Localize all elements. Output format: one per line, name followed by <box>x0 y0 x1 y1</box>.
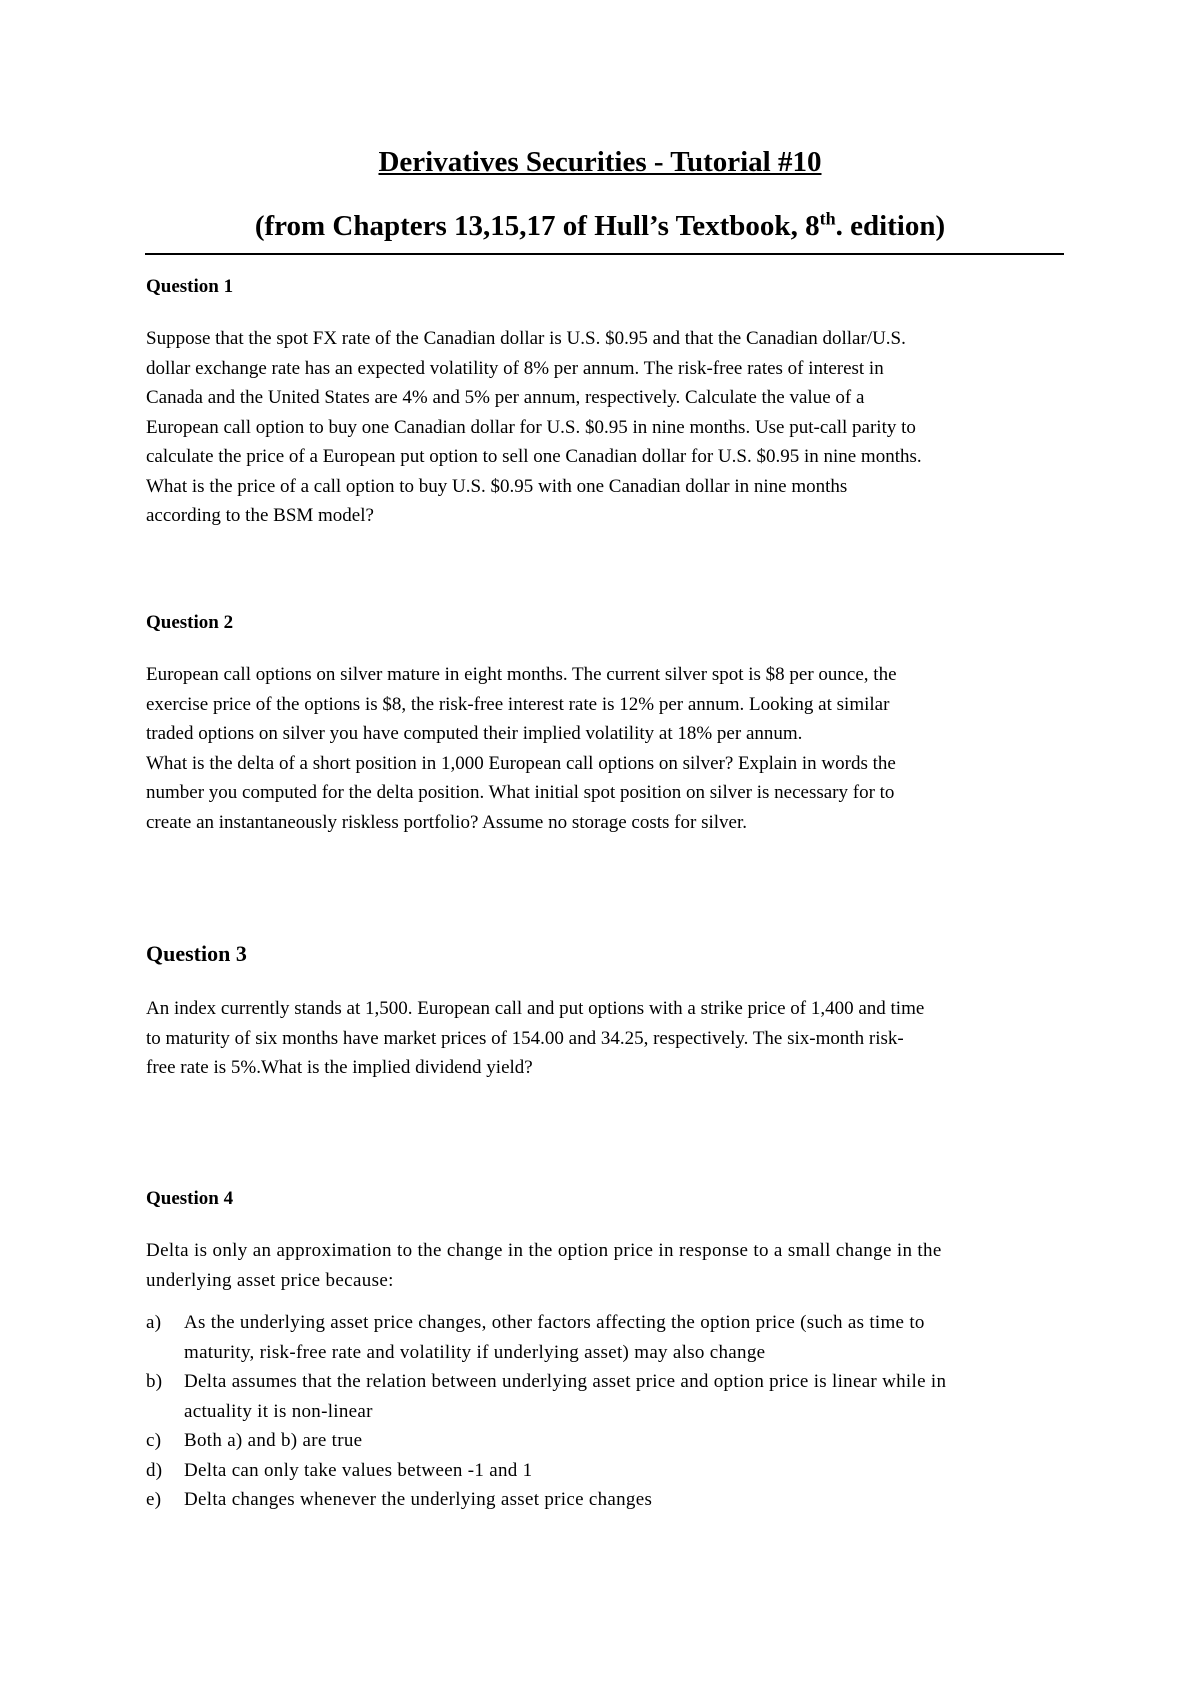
question-4-line: Delta is only an approximation to the change in the option price in response to a small change in the <box>146 1240 942 1261</box>
question-4-text <box>146 1236 1086 1295</box>
question-2-line: exercise price of the options is $8, the risk-free interest rate is 12% per annum. Looking at similar <box>146 693 890 715</box>
subtitle-main: (from Chapters 13,15,17 of Hull’s Textbook, 8 <box>254 210 820 242</box>
question-1-line: dollar exchange rate has an expected volatility of 8% per annum. The risk-free rates of interest in <box>146 357 884 379</box>
question-3-text <box>146 994 1086 1083</box>
question-3-heading: Question 3 <box>146 941 247 966</box>
option-d <box>146 1456 1086 1486</box>
option-line: Delta changes whenever the underlying asset price changes <box>184 1489 653 1510</box>
question-3-line: An index currently stands at 1,500. European call and put options with a strike price of 1,400 and time <box>146 998 925 1019</box>
option-b <box>146 1367 1086 1426</box>
question-1-heading: Question 1 <box>146 276 234 297</box>
question-3-line: to maturity of six months have market prices of 154.00 and 34.25, respectively. The six-month risk- <box>146 1027 904 1049</box>
option-a <box>146 1308 1086 1367</box>
option-line: Both a) and b) are true <box>184 1430 363 1451</box>
option-c <box>146 1426 1086 1456</box>
option-marker: a) <box>146 1312 162 1333</box>
option-e <box>146 1485 1086 1515</box>
question-4-heading: Question 4 <box>146 1188 234 1209</box>
question-1-line: What is the price of a call option to buy U.S. $0.95 with one Canadian dollar in nine months <box>146 475 848 497</box>
page-subtitle <box>0 210 1200 243</box>
question-1-line: according to the BSM model? <box>146 505 374 526</box>
question-2-heading: Question 2 <box>146 612 234 633</box>
question-2-line: European call options on silver mature in eight months. The current silver spot is $8 per ounce, the <box>146 664 897 685</box>
question-2-line: number you computed for the delta position. What initial spot position on silver is necessary for to <box>146 782 895 803</box>
question-2-line: traded options on silver you have computed their implied volatility at 18% per annum. <box>146 723 803 744</box>
option-line: maturity, risk-free rate and volatility if underlying asset) may also change <box>184 1341 766 1363</box>
option-line: actuality it is non-linear <box>184 1400 373 1422</box>
option-marker: b) <box>146 1371 163 1392</box>
question-4-options <box>146 1308 1086 1515</box>
question-1-line: Suppose that the spot FX rate of the Canadian dollar is U.S. $0.95 and that the Canadian dollar/U.S. <box>146 328 906 349</box>
question-2-line: What is the delta of a short position in 1,000 European call options on silver? Explain in words the <box>146 752 896 774</box>
subtitle-superscript: th <box>819 208 836 229</box>
question-1-line: calculate the price of a European put option to sell one Canadian dollar for U.S. $0.95 in nine months. <box>146 446 922 467</box>
title-divider <box>145 253 1064 255</box>
option-marker: d) <box>146 1459 163 1481</box>
subtitle-tail: . edition) <box>835 210 946 242</box>
option-marker: e) <box>146 1489 162 1510</box>
question-1-text <box>146 324 1086 531</box>
question-1-line: Canada and the United States are 4% and 5% per annum, respectively. Calculate the value of a <box>146 387 865 408</box>
question-3-line: free rate is 5%.What is the implied dividend yield? <box>146 1057 533 1078</box>
option-marker: c) <box>146 1430 162 1451</box>
option-line: As the underlying asset price changes, other factors affecting the option price (such as time to <box>184 1312 925 1333</box>
question-2-line: create an instantaneously riskless portfolio? Assume no storage costs for silver. <box>146 811 748 833</box>
question-1-line: European call option to buy one Canadian dollar for U.S. $0.95 in nine months. Use put-call parity to <box>146 416 916 438</box>
option-line: Delta can only take values between -1 and 1 <box>184 1459 533 1481</box>
page-title: Derivatives Securities - Tutorial #10 <box>378 146 822 178</box>
option-line: Delta assumes that the relation between underlying asset price and option price is linear while in <box>184 1371 947 1392</box>
question-2-text <box>146 660 1086 837</box>
question-4-line: underlying asset price because: <box>146 1269 394 1291</box>
